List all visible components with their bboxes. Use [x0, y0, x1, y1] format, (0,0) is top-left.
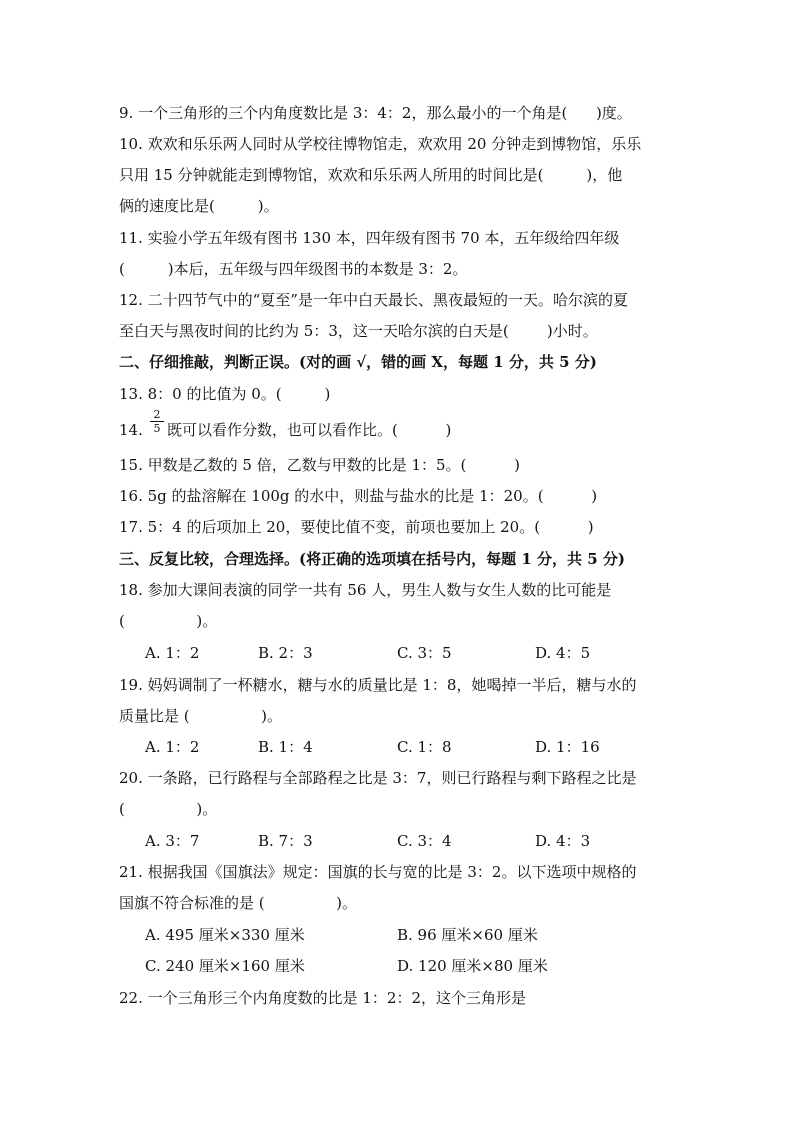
question-21-option-d: D. 120 厘米×80 厘米 — [397, 957, 548, 975]
question-17: 17. 5：4 的后项加上 20，要使比值不变，前项也要加上 20。( ) — [119, 518, 594, 536]
question-22: 22. 一个三角形三个内角度数的比是 1：2：2，这个三角形是 — [119, 989, 527, 1007]
question-19-option-a: A. 1：2 — [145, 738, 200, 756]
question-12-line-2: 至白天与黑夜时间的比约为 5：3，这一天哈尔滨的白天是( )小时。 — [119, 322, 598, 340]
question-21-option-c: C. 240 厘米×160 厘米 — [145, 957, 305, 975]
section-3-heading: 三、反复比较，合理选择。(将正确的选项填在括号内，每题 1 分，共 5 分) — [119, 550, 625, 568]
question-10-line-1: 10. 欢欢和乐乐两人同时从学校往博物馆走，欢欢用 20 分钟走到博物馆，乐乐 — [119, 135, 642, 153]
question-18-option-d: D. 4：5 — [535, 644, 591, 662]
question-14-text: 既可以看作分数，也可以看作比。( ) — [167, 421, 452, 439]
question-19-line-2: 质量比是 ( )。 — [119, 707, 282, 725]
question-20-option-d: D. 4：3 — [535, 832, 591, 850]
question-20-option-a: A. 3：7 — [145, 832, 200, 850]
question-18-line-2: ( )。 — [119, 612, 218, 630]
question-15: 15. 甲数是乙数的 5 倍，乙数与甲数的比是 1：5。( ) — [119, 456, 520, 474]
question-21-line-1: 21. 根据我国《国旗法》规定：国旗的长与宽的比是 3：2。以下选项中规格的 — [119, 863, 637, 881]
question-13: 13. 8：0 的比值为 0。( ) — [119, 385, 331, 403]
question-18-option-c: C. 3：5 — [397, 644, 452, 662]
question-20-line-2: ( )。 — [119, 800, 218, 818]
question-21-line-2: 国旗不符合标准的是 ( )。 — [119, 894, 357, 912]
question-12-line-1: 12. 二十四节气中的“夏至”是一年中白天最长、黑夜最短的一天。哈尔滨的夏 — [119, 291, 628, 309]
question-20-option-c: C. 3：4 — [397, 832, 452, 850]
question-19-option-d: D. 1：16 — [535, 738, 600, 756]
question-21-option-a: A. 495 厘米×330 厘米 — [145, 926, 305, 944]
question-18-line-1: 18. 参加大课间表演的同学一共有 56 人，男生人数与女生人数的比可能是 — [119, 581, 612, 599]
fraction-two-fifths — [150, 409, 164, 434]
question-18-option-b: B. 2：3 — [258, 644, 313, 662]
question-19-line-1: 19. 妈妈调制了一杯糖水，糖与水的质量比是 1：8，她喝掉一半后，糖与水的 — [119, 676, 637, 694]
fraction-denominator: 5 — [153, 422, 161, 435]
question-19-option-c: C. 1：8 — [397, 738, 452, 756]
question-19-option-b: B. 1：4 — [258, 738, 313, 756]
question-21-option-b: B. 96 厘米×60 厘米 — [397, 926, 538, 944]
question-20-option-b: B. 7：3 — [258, 832, 313, 850]
question-10-line-3: 俩的速度比是( )。 — [119, 197, 279, 215]
question-18-option-a: A. 1：2 — [145, 644, 200, 662]
fraction-numerator: 2 — [150, 409, 164, 422]
section-2-heading: 二、仔细推敲，判断正误。(对的画 √，错的画 X，每题 1 分，共 5 分) — [119, 353, 597, 371]
question-10-line-2: 只用 15 分钟就能走到博物馆，欢欢和乐乐两人所用的时间比是( )，他 — [119, 166, 623, 184]
question-11-line-2: ( )本后，五年级与四年级图书的本数是 3：2。 — [119, 260, 468, 278]
question-11-line-1: 11. 实验小学五年级有图书 130 本，四年级有图书 70 本，五年级给四年级 — [119, 229, 620, 247]
question-9: 9. 一个三角形的三个内角度数比是 3：4：2，那么最小的一个角是( )度。 — [119, 104, 632, 122]
question-16: 16. 5g 的盐溶解在 100g 的水中，则盐与盐水的比是 1：20。( ) — [119, 487, 598, 505]
question-20-line-1: 20. 一条路，已行路程与全部路程之比是 3：7，则已行路程与剩下路程之比是 — [119, 769, 637, 787]
question-14-number: 14. — [119, 421, 143, 439]
